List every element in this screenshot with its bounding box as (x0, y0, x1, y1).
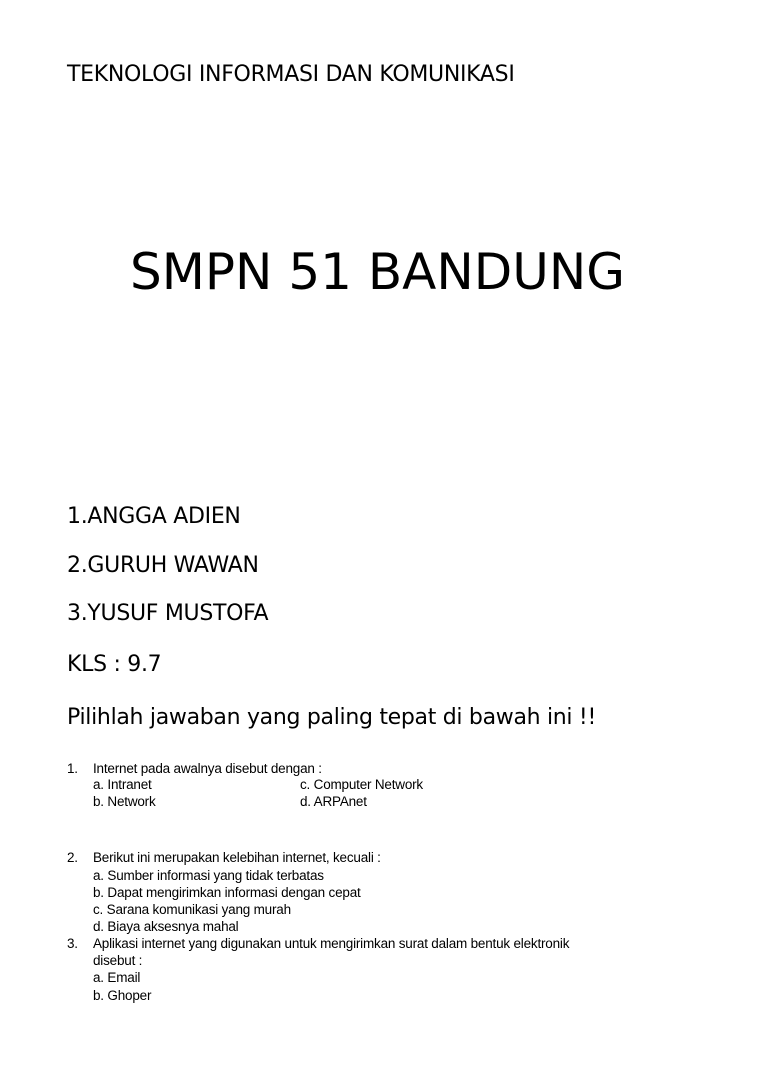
q3-option-b: b. Ghoper (93, 988, 152, 1003)
member-2: 2.GURUH WAWAN (67, 553, 259, 578)
q2-option-c: c. Sarana komunikasi yang murah (93, 902, 291, 917)
question-3-text: Aplikasi internet yang digunakan untuk mengirimkan surat dalam bentuk elektronik (93, 936, 570, 951)
document-title: TEKNOLOGI INFORMASI DAN KOMUNIKASI (67, 62, 515, 87)
q1-option-b: b. Network (93, 794, 156, 809)
instruction: Pilihlah jawaban yang paling tepat di bawah ini !! (67, 705, 596, 730)
question-2-number: 2. (67, 850, 78, 865)
question-2-text: Berikut ini merupakan kelebihan internet, kecuali : (93, 850, 381, 865)
school-name: SMPN 51 BANDUNG (130, 243, 625, 301)
question-3-text-cont: disebut : (93, 953, 143, 968)
q3-option-a: a. Email (93, 970, 141, 985)
class-label: KLS : 9.7 (67, 652, 162, 677)
question-3-number: 3. (67, 936, 78, 951)
q2-option-a: a. Sumber informasi yang tidak terbatas (93, 868, 324, 883)
q2-option-b: b. Dapat mengirimkan informasi dengan cepat (93, 885, 361, 900)
q1-option-a: a. Intranet (93, 777, 152, 792)
member-3: 3.YUSUF MUSTOFA (67, 601, 269, 626)
question-1-number: 1. (67, 761, 78, 776)
question-1-text: Internet pada awalnya disebut dengan : (93, 761, 322, 776)
q2-option-d: d. Biaya aksesnya mahal (93, 919, 239, 934)
q1-option-d: d. ARPAnet (300, 794, 367, 809)
member-1: 1.ANGGA ADIEN (67, 504, 241, 529)
q1-option-c: c. Computer Network (300, 777, 423, 792)
